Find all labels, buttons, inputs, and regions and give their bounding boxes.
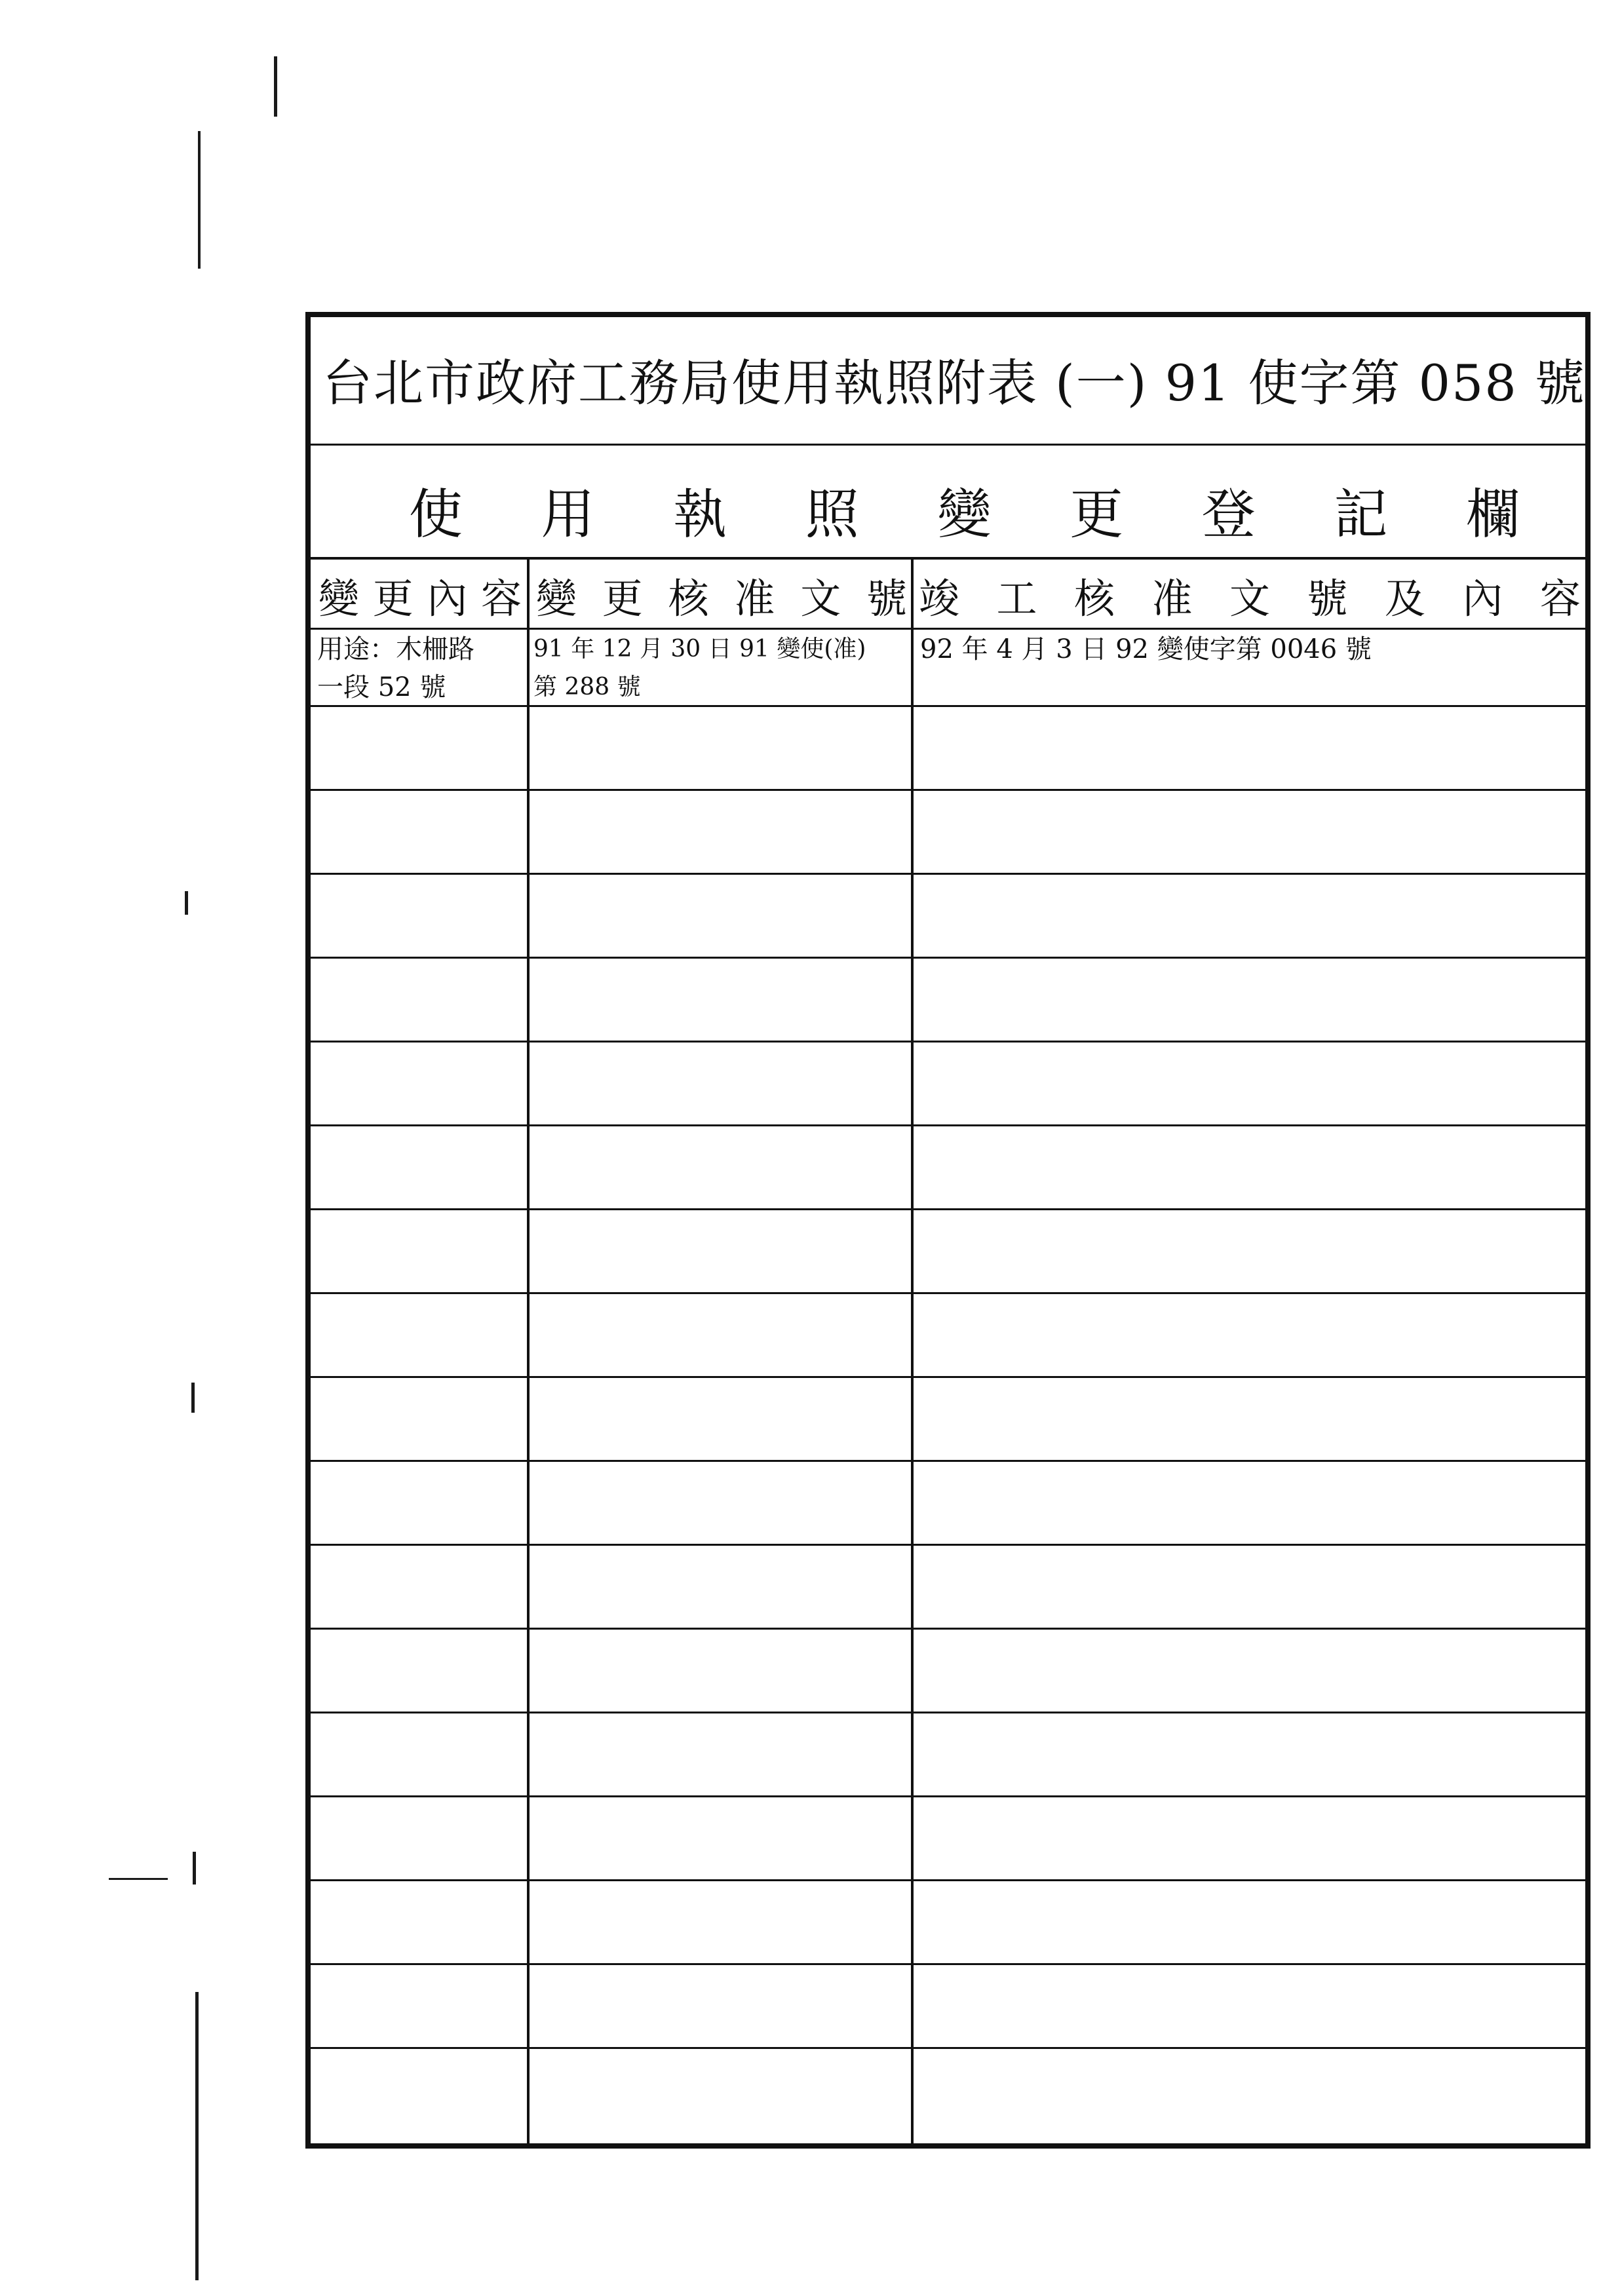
title-row xyxy=(311,317,1585,446)
banner-char: 執 xyxy=(673,484,727,546)
banner-char: 照 xyxy=(805,484,859,546)
change-content-cell xyxy=(317,630,474,706)
row-divider xyxy=(311,957,1585,959)
banner-row xyxy=(311,446,1585,560)
row-divider xyxy=(311,1460,1585,1462)
scan-artifact xyxy=(185,891,188,915)
row-divider xyxy=(311,1292,1585,1294)
row-divider xyxy=(311,1628,1585,1630)
banner-char: 記 xyxy=(1334,484,1388,546)
completion-approval-cell xyxy=(920,630,1372,668)
completion-approval-line: 92 年 4 月 3 日 92 變使字第 0046 號 xyxy=(920,634,1372,664)
approval-number-cell xyxy=(533,630,866,706)
banner-char: 使 xyxy=(408,484,463,546)
scan-artifact xyxy=(191,1383,195,1413)
row-divider xyxy=(311,1963,1585,1965)
row-divider xyxy=(311,789,1585,791)
banner-char: 用 xyxy=(541,484,595,546)
row-divider xyxy=(311,705,1585,707)
row-divider xyxy=(311,1208,1585,1210)
row-divider xyxy=(311,1795,1585,1797)
row-divider xyxy=(311,628,1585,630)
scan-artifact xyxy=(109,1878,168,1880)
banner-char: 變 xyxy=(937,484,992,546)
approval-number-line: 第 288 號 xyxy=(533,674,641,700)
scan-artifact xyxy=(274,56,277,117)
column-header-completion-approval: 竣 工 核 准 文 號 及 內 容 xyxy=(919,575,1581,622)
row-divider xyxy=(311,873,1585,875)
row-divider xyxy=(311,1712,1585,1713)
column-header-change-content: 變 更 內 容 xyxy=(318,575,522,622)
change-content-line: 一段 52 號 xyxy=(317,672,446,702)
scan-artifact xyxy=(198,131,201,269)
approval-number-line: 91 年 12 月 30 日 91 變使(准) xyxy=(533,636,866,662)
scan-artifact xyxy=(193,1852,196,1885)
scan-artifact xyxy=(195,1992,199,2280)
row-divider xyxy=(311,1879,1585,1881)
row-divider xyxy=(311,1544,1585,1546)
change-content-line: 用途：木柵路 xyxy=(317,634,474,664)
banner-char: 欄 xyxy=(1466,484,1520,546)
banner-char: 登 xyxy=(1201,484,1256,546)
column-divider xyxy=(527,560,530,2143)
row-divider xyxy=(311,1124,1585,1126)
column-divider xyxy=(911,560,914,2143)
row-divider xyxy=(311,1376,1585,1378)
record-table xyxy=(311,560,1585,2143)
use-permit-change-form xyxy=(305,312,1591,2149)
banner-char: 更 xyxy=(1070,484,1124,546)
row-divider xyxy=(311,1041,1585,1043)
column-header-approval-number: 變 更 核 准 文 號 xyxy=(536,575,907,622)
section-heading xyxy=(311,472,1585,548)
row-divider xyxy=(311,2047,1585,2049)
form-title: 台北市政府工務局使用執照附表 (一) 91 使字第 058 號 xyxy=(322,354,1586,412)
